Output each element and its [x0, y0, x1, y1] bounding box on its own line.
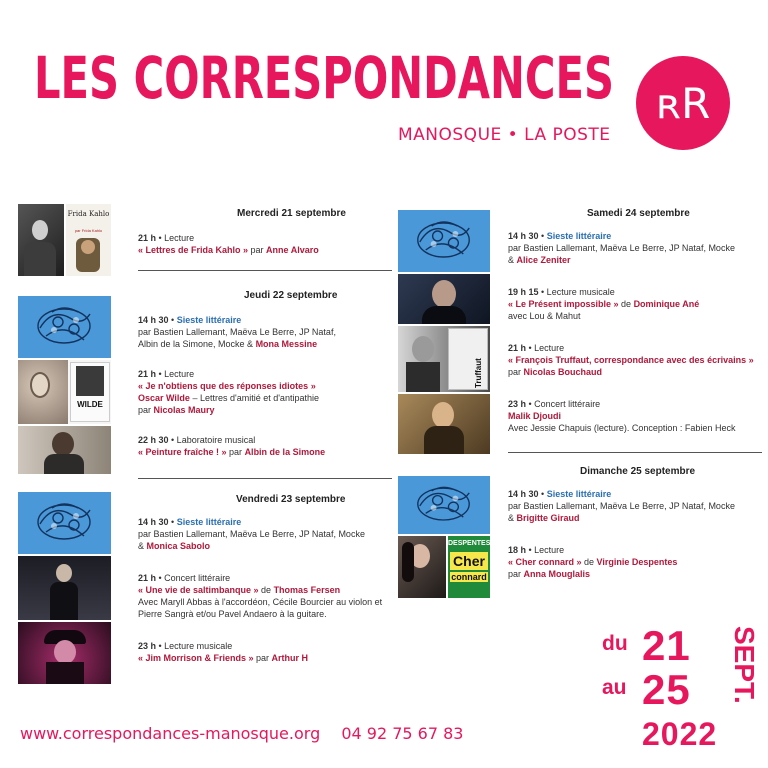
festival-dates — [600, 622, 760, 756]
dates-year: 2022 — [642, 716, 718, 752]
event-sat-19h15: 19 h 15 • Lecture musicale « Le Présent impossible » de Dominique Ané avec Lou & Mahut — [508, 287, 700, 321]
event-sun-18h: 18 h • Lecture « Cher connard » de Virginie Despentes par Anna Mouglalis — [508, 545, 678, 579]
divider — [138, 270, 392, 271]
book-subtitle: par Frida Kahlo — [74, 228, 103, 233]
event-thu-14h30: 14 h 30 • Sieste littéraire par Bastien Lallemant, Maëva Le Berre, JP Nataf, Albin de la Simone, Mocke & Mona Messine — [138, 315, 336, 349]
event-fri-23h: 23 h • Lecture musicale « Jim Morrison & Friends » par Arthur H — [138, 641, 309, 663]
event-thu-22h30: 22 h 30 • Laboratoire musical « Peinture fraîche ! » par Albin de la Simone — [138, 435, 326, 457]
book-title: Frida Kahlo — [67, 210, 110, 218]
logo-text: ʀR — [655, 79, 711, 128]
cher-connard-image — [398, 536, 490, 598]
divider — [138, 478, 392, 479]
event-fri-21h: 21 h • Concert littéraire « Une vie de saltimbanque » de Thomas Fersen Avec Maryll Abbas à l'accordéon, Cécile Bourcier au violon et Pierre Sangrà et/ou Pavel Andaero à la guitare. — [138, 573, 383, 619]
event-sat-21h: 21 h • Lecture « François Truffaut, correspondance avec des écrivains » par Nicolas Bouchaud — [508, 343, 754, 377]
day-heading-saturday: Samedi 24 septembre — [587, 208, 690, 219]
sieste-litteraire-image — [398, 210, 490, 272]
event-sat-23h: 23 h • Concert littéraire Malik Djoudi Avec Jessie Chapuis (lecture). Conception : Fabien Heck — [508, 399, 736, 433]
festival-logo — [636, 56, 730, 150]
sieste-litteraire-image — [18, 296, 111, 358]
truffaut-caption: Truffaut — [474, 358, 483, 388]
divider — [508, 452, 762, 453]
dates-end-day: 25 — [642, 666, 691, 713]
event-fri-14h30: 14 h 30 • Sieste littéraire par Bastien Lallemant, Maëva Le Berre, JP Nataf, Mocke & Monica Sabolo — [138, 517, 365, 551]
francois-truffaut-image — [398, 326, 490, 392]
dominique-ane-image — [398, 274, 490, 324]
festival-title-text: LES CORRESPONDANCES — [34, 44, 614, 112]
book-title-line2: connard — [451, 572, 487, 582]
sieste-litteraire-image — [18, 492, 111, 554]
dates-start-day: 21 — [642, 622, 691, 669]
malik-djoudi-image — [398, 394, 490, 454]
thomas-fersen-image — [18, 556, 111, 620]
dates-month: SEPT. — [729, 626, 760, 704]
day-heading-friday: Vendredi 23 septembre — [236, 494, 346, 505]
oscar-wilde-image — [18, 360, 111, 424]
wilde-caption: WILDE — [77, 400, 103, 409]
festival-title — [34, 36, 619, 114]
book-title-line1: Cher — [450, 552, 488, 570]
dates-au: au — [602, 676, 627, 699]
event-thu-21h: 21 h • Lecture « Je n'obtiens que des réponses idiotes » Oscar Wilde – Lettres d'amitié et d'antipathie par Nicolas Maury — [138, 369, 319, 415]
day-heading-thursday: Jeudi 22 septembre — [244, 290, 338, 301]
sieste-litteraire-image — [398, 476, 490, 534]
dates-du: du — [602, 632, 628, 655]
footer — [20, 724, 463, 743]
event-sun-14h30: 14 h 30 • Sieste littéraire par Bastien Lallemant, Maëva Le Berre, JP Nataf, Mocke & Brigitte Giraud — [508, 489, 735, 523]
website-link[interactable]: www.correspondances-manosque.org — [20, 724, 321, 743]
book-author: DESPENTES — [448, 540, 490, 547]
arthur-h-image — [18, 622, 111, 684]
event-sat-14h30: 14 h 30 • Sieste littéraire par Bastien Lallemant, Maëva Le Berre, JP Nataf, Mocke & Alice Zeniter — [508, 231, 735, 265]
frida-kahlo-image — [18, 204, 111, 276]
phone-number: 04 92 75 67 83 — [341, 724, 464, 743]
albin-de-la-simone-image — [18, 426, 111, 474]
location-subtitle: MANOSQUE • LA POSTE — [398, 125, 611, 145]
event-wed-21h: 21 h • Lecture « Lettres de Frida Kahlo » par Anne Alvaro — [138, 233, 319, 255]
day-heading-sunday: Dimanche 25 septembre — [580, 466, 696, 477]
day-heading-wednesday: Mercredi 21 septembre — [237, 208, 346, 219]
